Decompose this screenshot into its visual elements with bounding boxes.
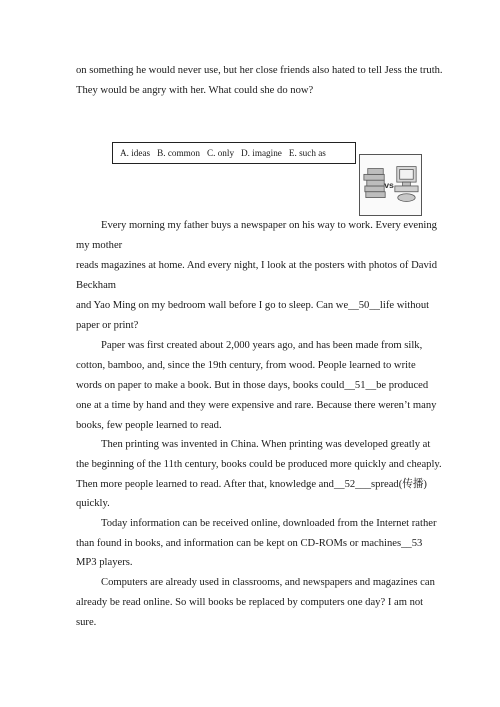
intro-line: They would be angry with her. What could she do now? (76, 85, 314, 96)
option-d: D. imagine (241, 148, 282, 158)
intro-line: on something he would never use, but her close friends also hated to tell Jess the truth. (76, 65, 443, 76)
passage-line: books, few people learned to read. (76, 420, 222, 431)
passage-line: Beckham (76, 280, 117, 291)
passage-line: than found in books, and information can be kept on CD-ROMs or machines__53 (76, 538, 423, 549)
passage-line: Then printing was invented in China. When printing was developed greatly at (101, 439, 431, 450)
word-options-box (112, 142, 356, 164)
option-b: B. common (157, 148, 200, 158)
passage-line: already be read online. So will books be replaced by computers one day? I am not (76, 597, 424, 608)
passage-line: Then more people learned to read. After that, knowledge and__52___spread(传播) (76, 479, 427, 490)
passage-line: reads magazines at home. And every night, I look at the posters with photos of David (76, 260, 437, 271)
passage-line: Paper was first created about 2,000 years ago, and has been made from silk, (101, 340, 423, 351)
option-c: C. only (206, 148, 235, 158)
passage-line: one at a time by hand and they were expensive and rare. Because there weren’t many (76, 400, 437, 411)
passage-line: Today information can be received online, downloaded from the Internet rather (101, 518, 437, 529)
passage-line: quickly. (76, 498, 110, 509)
books-vs-computer-icon (359, 154, 422, 216)
passage-line: sure. (76, 617, 97, 628)
passage-line: Every morning my father buys a newspaper on his way to work. Every evening (101, 220, 437, 231)
option-e: E. such as (288, 148, 326, 158)
passage-line: the beginning of the 11th century, books could be produced more quickly and cheaply. (76, 459, 442, 470)
svg-text:vs: vs (384, 179, 394, 190)
option-a: A. ideas (120, 148, 151, 158)
passage-line: and Yao Ming on my bedroom wall before I go to sleep. Can we__50__life without (76, 300, 430, 311)
passage-line: my mother (76, 240, 123, 251)
passage-line: paper or print? (76, 320, 139, 331)
passage-line: MP3 players. (76, 557, 133, 568)
passage-line: Computers are already used in classrooms, and newspapers and magazines can (101, 577, 435, 588)
passage-line: cotton, bamboo, and, since the 19th century, from wood. People learned to write (76, 360, 416, 371)
passage-line: words on paper to make a book. But in those days, books could__51__be produced (76, 380, 429, 391)
